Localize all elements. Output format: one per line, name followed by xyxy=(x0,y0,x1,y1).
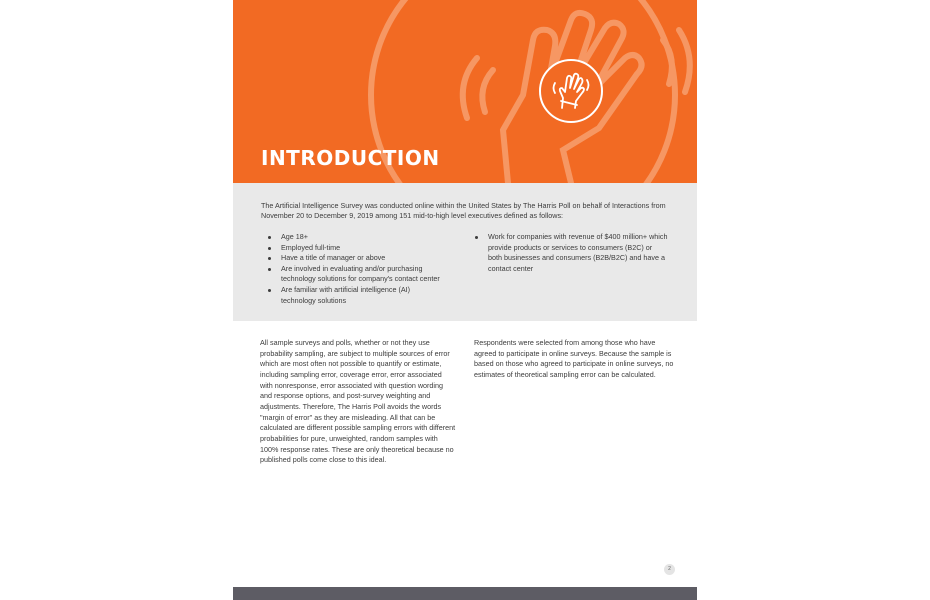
list-item: Are involved in evaluating and/or purchasing technology solutions for company's contact center xyxy=(261,264,446,285)
list-item: Have a title of manager or above xyxy=(261,253,446,264)
page-title: INTRODUCTION xyxy=(261,146,440,170)
list-item: Work for companies with revenue of $400 million+ which provide products or services to consumers (B2C) or both businesses and consumers (B2B/B2C) and have a contact center xyxy=(468,232,668,274)
respondents-paragraph: Respondents were selected from among those who have agreed to participate in online surveys. Because the sample is based on those who agreed to participate in online surveys, no estimates of theoretical sampling error can be calculated. xyxy=(474,338,674,379)
list-item: Employed full-time xyxy=(261,243,446,254)
criteria-list-left xyxy=(261,232,446,306)
page-number: 2 xyxy=(664,564,675,575)
list-item: Are familiar with artificial intelligence (AI) technology solutions xyxy=(261,285,446,306)
sampling-error-paragraph: All sample surveys and polls, whether or not they use probability sampling, are subject to multiple sources of error which are most often not possible to quantify or estimate, including sampling error, coverage error, error associated with nonresponse, error associated with question wording and response options, and post-survey weighting and adjustments. Therefore, The Harris Poll avoids the words "margin of error" as they are misleading. All that can be calculated are different possible sampling errors with different probabilities for pure, unweighted, random samples with 100% response rates. These are only theoretical because no published polls come close to this ideal. xyxy=(260,338,456,465)
hero-banner xyxy=(233,0,697,183)
criteria-list-right xyxy=(468,232,668,274)
document-page xyxy=(233,0,697,600)
intro-paragraph: The Artificial Intelligence Survey was conducted online within the United States by The Harris Poll on behalf of Interactions from November 20 to December 9, 2019 among 151 mid-to-high level executives defined as follows: xyxy=(261,201,666,221)
footer-bar xyxy=(233,587,697,600)
raised-hand-icon xyxy=(538,58,604,124)
survey-methodology-box xyxy=(233,183,697,321)
list-item: Age 18+ xyxy=(261,232,446,243)
